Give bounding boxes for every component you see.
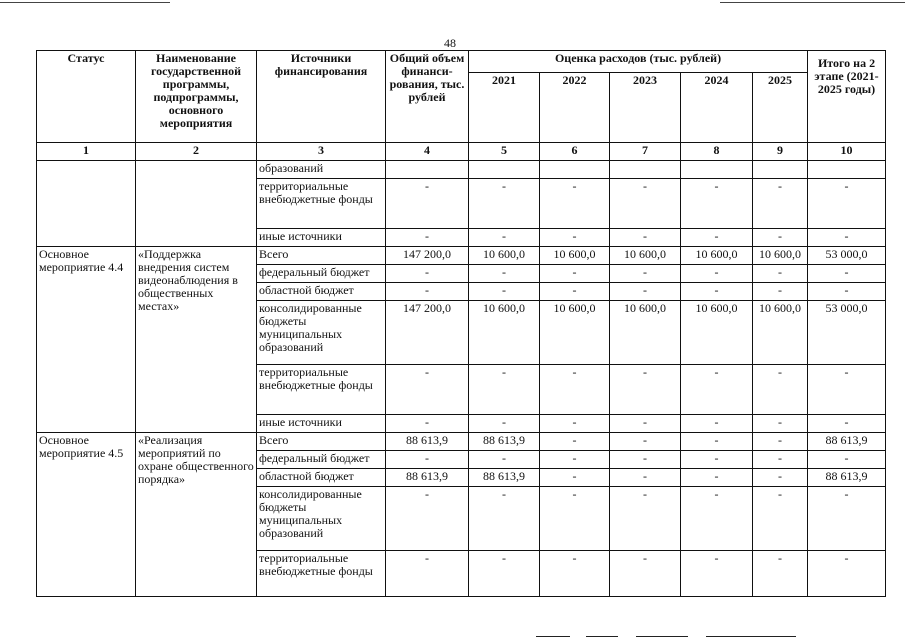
total-value: - bbox=[386, 179, 469, 229]
year-2024-value: - bbox=[681, 415, 753, 433]
stage-total-value: - bbox=[808, 229, 886, 247]
stage-total-value: - bbox=[808, 451, 886, 469]
year-2024-value: - bbox=[681, 551, 753, 597]
year-2024-value: 10 600,0 bbox=[681, 247, 753, 265]
total-value: - bbox=[386, 229, 469, 247]
column-number: 1 bbox=[37, 143, 136, 161]
year-2023-value: - bbox=[610, 487, 681, 551]
year-2021-value: 10 600,0 bbox=[469, 247, 540, 265]
year-2022-value: - bbox=[540, 265, 610, 283]
year-2025-value: - bbox=[753, 365, 808, 415]
year-2024-value: - bbox=[681, 451, 753, 469]
header-year: 2023 bbox=[610, 73, 681, 143]
column-number-row bbox=[37, 143, 886, 161]
funding-source-cell: Всего bbox=[257, 247, 386, 265]
stage-total-value: - bbox=[808, 487, 886, 551]
year-2025-value: - bbox=[753, 487, 808, 551]
year-2023-value: - bbox=[610, 415, 681, 433]
year-2025-value: - bbox=[753, 179, 808, 229]
year-2024-value bbox=[681, 161, 753, 179]
year-2023-value bbox=[610, 161, 681, 179]
year-2024-value: 10 600,0 bbox=[681, 301, 753, 365]
year-2023-value: - bbox=[610, 229, 681, 247]
total-value: - bbox=[386, 487, 469, 551]
year-2023-value: - bbox=[610, 469, 681, 487]
year-2021-value: 10 600,0 bbox=[469, 301, 540, 365]
year-2021-value: - bbox=[469, 283, 540, 301]
year-2023-value: - bbox=[610, 451, 681, 469]
year-2024-value: - bbox=[681, 179, 753, 229]
year-2024-value: - bbox=[681, 265, 753, 283]
year-2023-value: - bbox=[610, 283, 681, 301]
header-year: 2025 bbox=[753, 73, 808, 143]
total-value: - bbox=[386, 265, 469, 283]
program-name-cell bbox=[136, 161, 257, 247]
year-2025-value: 10 600,0 bbox=[753, 301, 808, 365]
year-2023-value: - bbox=[610, 365, 681, 415]
year-2021-value: - bbox=[469, 451, 540, 469]
year-2024-value: - bbox=[681, 229, 753, 247]
stage-total-value: 53 000,0 bbox=[808, 247, 886, 265]
total-value: - bbox=[386, 365, 469, 415]
year-2022-value bbox=[540, 161, 610, 179]
total-value: - bbox=[386, 451, 469, 469]
status-cell bbox=[37, 161, 136, 247]
scan-edge-line bbox=[720, 2, 905, 3]
total-value: - bbox=[386, 283, 469, 301]
year-2021-value: - bbox=[469, 365, 540, 415]
year-2022-value: - bbox=[540, 451, 610, 469]
year-2022-value: 10 600,0 bbox=[540, 247, 610, 265]
year-2022-value: - bbox=[540, 365, 610, 415]
year-2025-value: - bbox=[753, 469, 808, 487]
funding-source-cell: территориальные внебюджетные фонды bbox=[257, 365, 386, 415]
stage-total-value bbox=[808, 161, 886, 179]
year-2024-value: - bbox=[681, 433, 753, 451]
program-name-cell: «Поддержка внедрения систем видеонаблюдения в общественных местах» bbox=[136, 247, 257, 433]
year-2022-value: 10 600,0 bbox=[540, 301, 610, 365]
year-2021-value: - bbox=[469, 229, 540, 247]
column-number: 3 bbox=[257, 143, 386, 161]
year-2022-value: - bbox=[540, 487, 610, 551]
column-number: 4 bbox=[386, 143, 469, 161]
funding-source-cell: областной бюджет bbox=[257, 283, 386, 301]
column-number: 2 bbox=[136, 143, 257, 161]
total-value: - bbox=[386, 551, 469, 597]
header-estimate: Оценка расходов (тыс. рублей) bbox=[469, 51, 808, 73]
scan-edge-line bbox=[586, 636, 618, 637]
year-2024-value: - bbox=[681, 365, 753, 415]
year-2021-value: - bbox=[469, 265, 540, 283]
table-row bbox=[37, 161, 886, 179]
year-2021-value: 88 613,9 bbox=[469, 433, 540, 451]
stage-total-value: 88 613,9 bbox=[808, 469, 886, 487]
year-2021-value: - bbox=[469, 179, 540, 229]
year-2025-value: 10 600,0 bbox=[753, 247, 808, 265]
year-2025-value: - bbox=[753, 265, 808, 283]
status-cell: Основное мероприятие 4.5 bbox=[37, 433, 136, 597]
year-2025-value: - bbox=[753, 229, 808, 247]
header-stage-total: Итого на 2 этапе (2021-2025 годы) bbox=[808, 51, 886, 143]
funding-source-cell: образований bbox=[257, 161, 386, 179]
year-2022-value: - bbox=[540, 229, 610, 247]
stage-total-value: - bbox=[808, 415, 886, 433]
year-2022-value: - bbox=[540, 551, 610, 597]
header-year: 2021 bbox=[469, 73, 540, 143]
column-number: 8 bbox=[681, 143, 753, 161]
column-number: 5 bbox=[469, 143, 540, 161]
status-cell: Основное мероприятие 4.4 bbox=[37, 247, 136, 433]
year-2021-value: - bbox=[469, 415, 540, 433]
header-year: 2024 bbox=[681, 73, 753, 143]
year-2021-value bbox=[469, 161, 540, 179]
page-number: 48 bbox=[444, 36, 456, 50]
stage-total-value: - bbox=[808, 179, 886, 229]
column-number: 9 bbox=[753, 143, 808, 161]
year-2023-value: 10 600,0 bbox=[610, 301, 681, 365]
funding-source-cell: территориальные внебюджетные фонды bbox=[257, 179, 386, 229]
stage-total-value: - bbox=[808, 551, 886, 597]
funding-source-cell: федеральный бюджет bbox=[257, 451, 386, 469]
header-year: 2022 bbox=[540, 73, 610, 143]
year-2022-value: - bbox=[540, 469, 610, 487]
year-2022-value: - bbox=[540, 283, 610, 301]
stage-total-value: 53 000,0 bbox=[808, 301, 886, 365]
total-value: - bbox=[386, 415, 469, 433]
funding-source-cell: иные источники bbox=[257, 415, 386, 433]
header-name: Наименование государственной программы, подпрограммы, основного мероприятия bbox=[136, 51, 257, 143]
year-2021-value: 88 613,9 bbox=[469, 469, 540, 487]
column-number: 7 bbox=[610, 143, 681, 161]
scan-edge-line bbox=[636, 636, 688, 637]
year-2023-value: - bbox=[610, 433, 681, 451]
total-value: 88 613,9 bbox=[386, 469, 469, 487]
funding-source-cell: областной бюджет bbox=[257, 469, 386, 487]
funding-source-cell: федеральный бюджет bbox=[257, 265, 386, 283]
year-2023-value: - bbox=[610, 551, 681, 597]
stage-total-value: - bbox=[808, 265, 886, 283]
year-2022-value: - bbox=[540, 415, 610, 433]
program-name-cell: «Реализация мероприятий по охране общественного порядка» bbox=[136, 433, 257, 597]
year-2022-value: - bbox=[540, 179, 610, 229]
table-row bbox=[37, 433, 886, 451]
year-2025-value: - bbox=[753, 451, 808, 469]
financing-table bbox=[36, 50, 886, 597]
year-2025-value: - bbox=[753, 551, 808, 597]
stage-total-value: 88 613,9 bbox=[808, 433, 886, 451]
year-2023-value: 10 600,0 bbox=[610, 247, 681, 265]
scan-edge-line bbox=[706, 636, 796, 637]
funding-source-cell: Всего bbox=[257, 433, 386, 451]
stage-total-value: - bbox=[808, 283, 886, 301]
funding-source-cell: иные источники bbox=[257, 229, 386, 247]
year-2024-value: - bbox=[681, 487, 753, 551]
scan-edge-line bbox=[536, 636, 570, 637]
year-2024-value: - bbox=[681, 469, 753, 487]
year-2024-value: - bbox=[681, 283, 753, 301]
total-value bbox=[386, 161, 469, 179]
header-sources: Источники финансирования bbox=[257, 51, 386, 143]
funding-source-cell: консолидированные бюджеты муниципальных образований bbox=[257, 487, 386, 551]
column-number: 10 bbox=[808, 143, 886, 161]
year-2025-value: - bbox=[753, 433, 808, 451]
year-2022-value: - bbox=[540, 433, 610, 451]
header-row bbox=[37, 51, 886, 73]
year-2023-value: - bbox=[610, 179, 681, 229]
column-number: 6 bbox=[540, 143, 610, 161]
year-2021-value: - bbox=[469, 551, 540, 597]
scan-edge-line bbox=[0, 2, 170, 3]
total-value: 147 200,0 bbox=[386, 301, 469, 365]
stage-total-value: - bbox=[808, 365, 886, 415]
year-2023-value: - bbox=[610, 265, 681, 283]
funding-source-cell: территориальные внебюджетные фонды bbox=[257, 551, 386, 597]
header-status: Статус bbox=[37, 51, 136, 143]
year-2025-value: - bbox=[753, 415, 808, 433]
header-total: Общий объем финанси-рования, тыс. рублей bbox=[386, 51, 469, 143]
table-row bbox=[37, 247, 886, 265]
year-2025-value: - bbox=[753, 283, 808, 301]
total-value: 147 200,0 bbox=[386, 247, 469, 265]
funding-source-cell: консолидированные бюджеты муниципальных образований bbox=[257, 301, 386, 365]
year-2025-value bbox=[753, 161, 808, 179]
total-value: 88 613,9 bbox=[386, 433, 469, 451]
year-2021-value: - bbox=[469, 487, 540, 551]
